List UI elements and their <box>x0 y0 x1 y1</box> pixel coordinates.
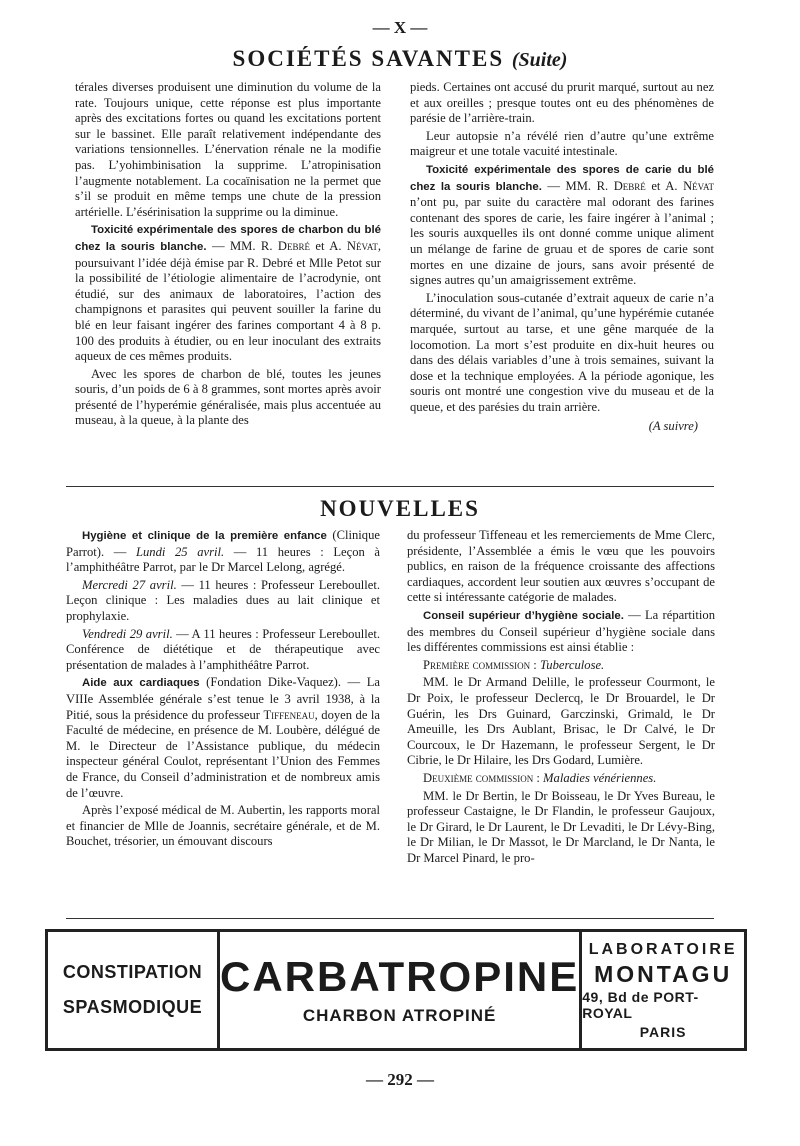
footer-divider <box>66 918 714 919</box>
commission-2-heading <box>407 771 715 787</box>
text-run: , doyen de la Faculté de médecine, en présence de M. Loubère, délégué de M. le Directeur de l’Assistance publique, du médecin inspecteur général Coulot, représentant l’Union des Femmes de France, du Conseil d’administration et de nombreux amis de l’œuvre. <box>66 707 380 800</box>
text-run: et A. <box>310 238 347 253</box>
ad-brand-subtitle: CHARBON ATROPINÉ <box>302 1006 497 1025</box>
text-run: — 11 heures : Professeur Lereboullet. Leçon clinique : Les maladies dues au lait clinique et prophylaxie. <box>66 577 380 623</box>
person-name: Tiffeneau <box>263 707 315 722</box>
page-number: — 292 — <box>366 1070 434 1089</box>
paragraph: du professeur Tiffeneau et les remerciements de Mme Clerc, présidente, l’Assemblée a émis le vœu que les pouvoirs publics, en raison de la fréquence croissante des affections cardiaques, accordent leur soutien aux œuvres s’occupant de cette si intéressante catégorie de malades. <box>407 528 715 605</box>
ad-laboratory <box>582 932 744 1048</box>
commission-label: Première commission : <box>423 657 537 672</box>
author-name: Névat <box>346 238 378 253</box>
text-run: — MM. R. <box>206 238 278 253</box>
nouvelles-right-column <box>407 528 715 868</box>
date: Mercredi 27 avril. <box>82 577 177 592</box>
section-title-text: SOCIÉTÉS SAVANTES <box>232 46 505 71</box>
author-name: Névat <box>683 178 714 193</box>
commission-1-members: MM. le Dr Armand Delille, le professeur Courmont, le Dr Poix, le professeur Declercq, le Dr Brouardel, le Dr Guérin, les Drs Guinard, Garczinski, Grimald, le Dr Ameuille, les Drs Aublant, Brisac, le Dr Calvé, le Dr Courcoux, le Dr Hazemann, le professeur Sergent, le Dr Cibrie, le Dr Hilaire, les Drs Godard, Lumière. <box>407 675 715 768</box>
ad-product <box>220 932 582 1048</box>
commission-name: Tuberculose. <box>536 657 605 672</box>
text-run: — MM. R. <box>541 178 614 193</box>
paragraph: Leur autopsie n’a révélé rien d’autre qu’une extrême maigreur et une totale vacuité intestinale. <box>410 128 714 159</box>
ad-indication-line-1: CONSTIPATION <box>62 962 203 982</box>
ad-indication-line-2: SPASMODIQUE <box>62 997 203 1017</box>
news-item-mercredi <box>66 578 380 625</box>
paragraph: térales diverses produisent une diminution du volume de la rate. Toujours unique, cette réponse est plus importante après des excitations fortes ou quand les excitations portent sur le bassinet. Elle paraît relativement indépendante des variations tensionnelles. L’énervation rénale ne la modifie pas. L’yohimbinisation la supprime. L’atropinisation l’augmente notablement. La cocaïnisation ne la permet que s’il se produit en même temps une chute de la pression artérielle. L’ésérinisation la supprime ou la diminue. <box>75 80 381 219</box>
section-title <box>0 46 800 72</box>
ad-lab-city: PARIS <box>639 1023 687 1040</box>
commission-1-heading <box>407 658 715 674</box>
societes-left-column <box>75 80 381 431</box>
article-heading: Aide aux cardiaques <box>82 677 200 690</box>
paragraph-charbon <box>75 222 381 364</box>
advertisement <box>45 929 747 1051</box>
date: Vendredi 29 avril. <box>82 626 173 641</box>
article-heading: Toxicité expérimentale des spores de charbon du blé chez la souris blanche. <box>75 224 381 253</box>
nouvelles-left-column <box>66 528 380 852</box>
nouvelles-title: NOUVELLES <box>320 496 480 521</box>
page-roman-numeral: — X — <box>372 18 428 37</box>
ad-brand-name: CARBATROPINE <box>220 953 580 1000</box>
news-item-cardiaques <box>66 675 380 801</box>
paragraph-carie <box>410 162 714 289</box>
date: Lundi 25 avril. <box>135 544 225 559</box>
author-name: Debré <box>277 238 311 253</box>
section-title-suite: (Suite) <box>511 49 568 71</box>
text-run: n’ont pu, par suite du caractère mal odorant des farines contenant des spores de carie, les faire ingérer à l’animal ; les souris auxquelles ils ont donné comme unique aliment un mélange de farine de gruau et de spores de carie sont mortes en une dizaine de jours, sans avoir présenté de signes autres qu’un amaigrissement extrême. <box>410 195 714 288</box>
paragraph: Avec les spores de charbon de blé, toutes les jeunes souris, d’un poids de 6 à 8 grammes, sont mortes après avoir présenté de l’hyperémie généralisée, mais plus accentuée au museau, à la queue, à la plante des <box>75 366 381 428</box>
ad-indication <box>48 932 220 1048</box>
societes-right-column <box>410 80 714 435</box>
ad-lab-address: 49, Bd de PORT-ROYAL <box>582 988 699 1021</box>
news-item-hygiene <box>66 528 380 576</box>
paragraph: pieds. Certaines ont accusé du prurit marqué, surtout au nez et aux oreilles ; presque toutes ont eu des phénomènes de parésie de l’arrière-train. <box>410 80 714 126</box>
commission-label: Deuxième commission : <box>423 770 540 785</box>
ad-lab-name: MONTAGU <box>594 960 733 987</box>
text-run: — La répartition des membres du Conseil supérieur d’hygiène sociale dans les différentes commissions est ainsi établie : <box>407 607 715 655</box>
ad-lab-label: LABORATOIRE <box>588 940 738 958</box>
news-item-vendredi <box>66 627 380 674</box>
text-run: — 11 heures : Leçon à l’amphithéâtre Parrot, par le Dr Marcel Lelong, agrégé. <box>66 544 381 575</box>
section-divider <box>66 486 714 487</box>
text-run: (Clinique Parrot). — <box>66 528 380 559</box>
article-heading: Conseil supérieur d’hygiène sociale. <box>423 609 624 622</box>
commission-name: Maladies vénériennes. <box>539 770 657 785</box>
text-run: — A 11 heures : Professeur Lereboullet. Conférence de diététique et de thérapeutique avec présentation de malades à l’amphithéâtre Parrot. <box>66 626 381 672</box>
text-run: (Fondation Dike-Vaquez). — La VIIIe Assemblée générale s’est tenue le 3 avril 1938, à la Pitié, sous la présidence du professeur <box>66 675 380 722</box>
paragraph: L’inoculation sous-cutanée d’extrait aqueux de carie n’a déterminé, du vivant de l’animal, qu’une hypérémie cutanée marquée, surtout au tarse, et une gêne marquée de la locomotion. La mort s’est produite en dix-huit heures ou dans des délais variables d’une à trois semaines, suivant la dose et la technique employées. A la période agonique, les souris ont montré une congestion vive du museau et de la queue, et des parésies du train arrière. <box>410 290 714 414</box>
text-run: et A. <box>645 178 684 193</box>
a-suivre-note: (A suivre) <box>648 419 698 434</box>
paragraph: Après l’exposé médical de M. Aubertin, les rapports moral et financier de Mlle de Joannis, secrétaire générale, et de M. Bouchet, trésorier, un émouvant discours <box>66 803 380 849</box>
author-name: Debré <box>613 178 646 193</box>
commission-2-members: MM. le Dr Bertin, le Dr Boisseau, le Dr Yves Bureau, le professeur Castaigne, le Dr Flandin, le professeur Gaujoux, le Dr Girard, le Dr Laurent, le Dr Levaditi, le Dr Lévy-Bing, le Dr Milian, le Dr Massot, le Dr Marcland, le Dr Nanta, le Dr Marcel Pinard, le pro- <box>407 788 715 865</box>
news-item-conseil <box>407 608 715 656</box>
text-run: , poursuivant l’idée déjà émise par R. Debré et Mlle Petot sur la possibilité de l’étiologie alimentaire de l’acrodynie, ont étudié, sur des animaux de laboratoires, l’action des champignons et parasites qui peuvent souiller la farine du blé en leur faisant ingérer des farines comportant 4 à 8 p. 100 des produits à étudier, ou en leur inoculant des extraits aqueux de ces mêmes produits. <box>75 238 382 364</box>
article-heading: Hygiène et clinique de la première enfance <box>82 530 327 542</box>
article-heading: Toxicité expérimentale des spores de carie du blé chez la souris blanche. <box>410 163 714 193</box>
